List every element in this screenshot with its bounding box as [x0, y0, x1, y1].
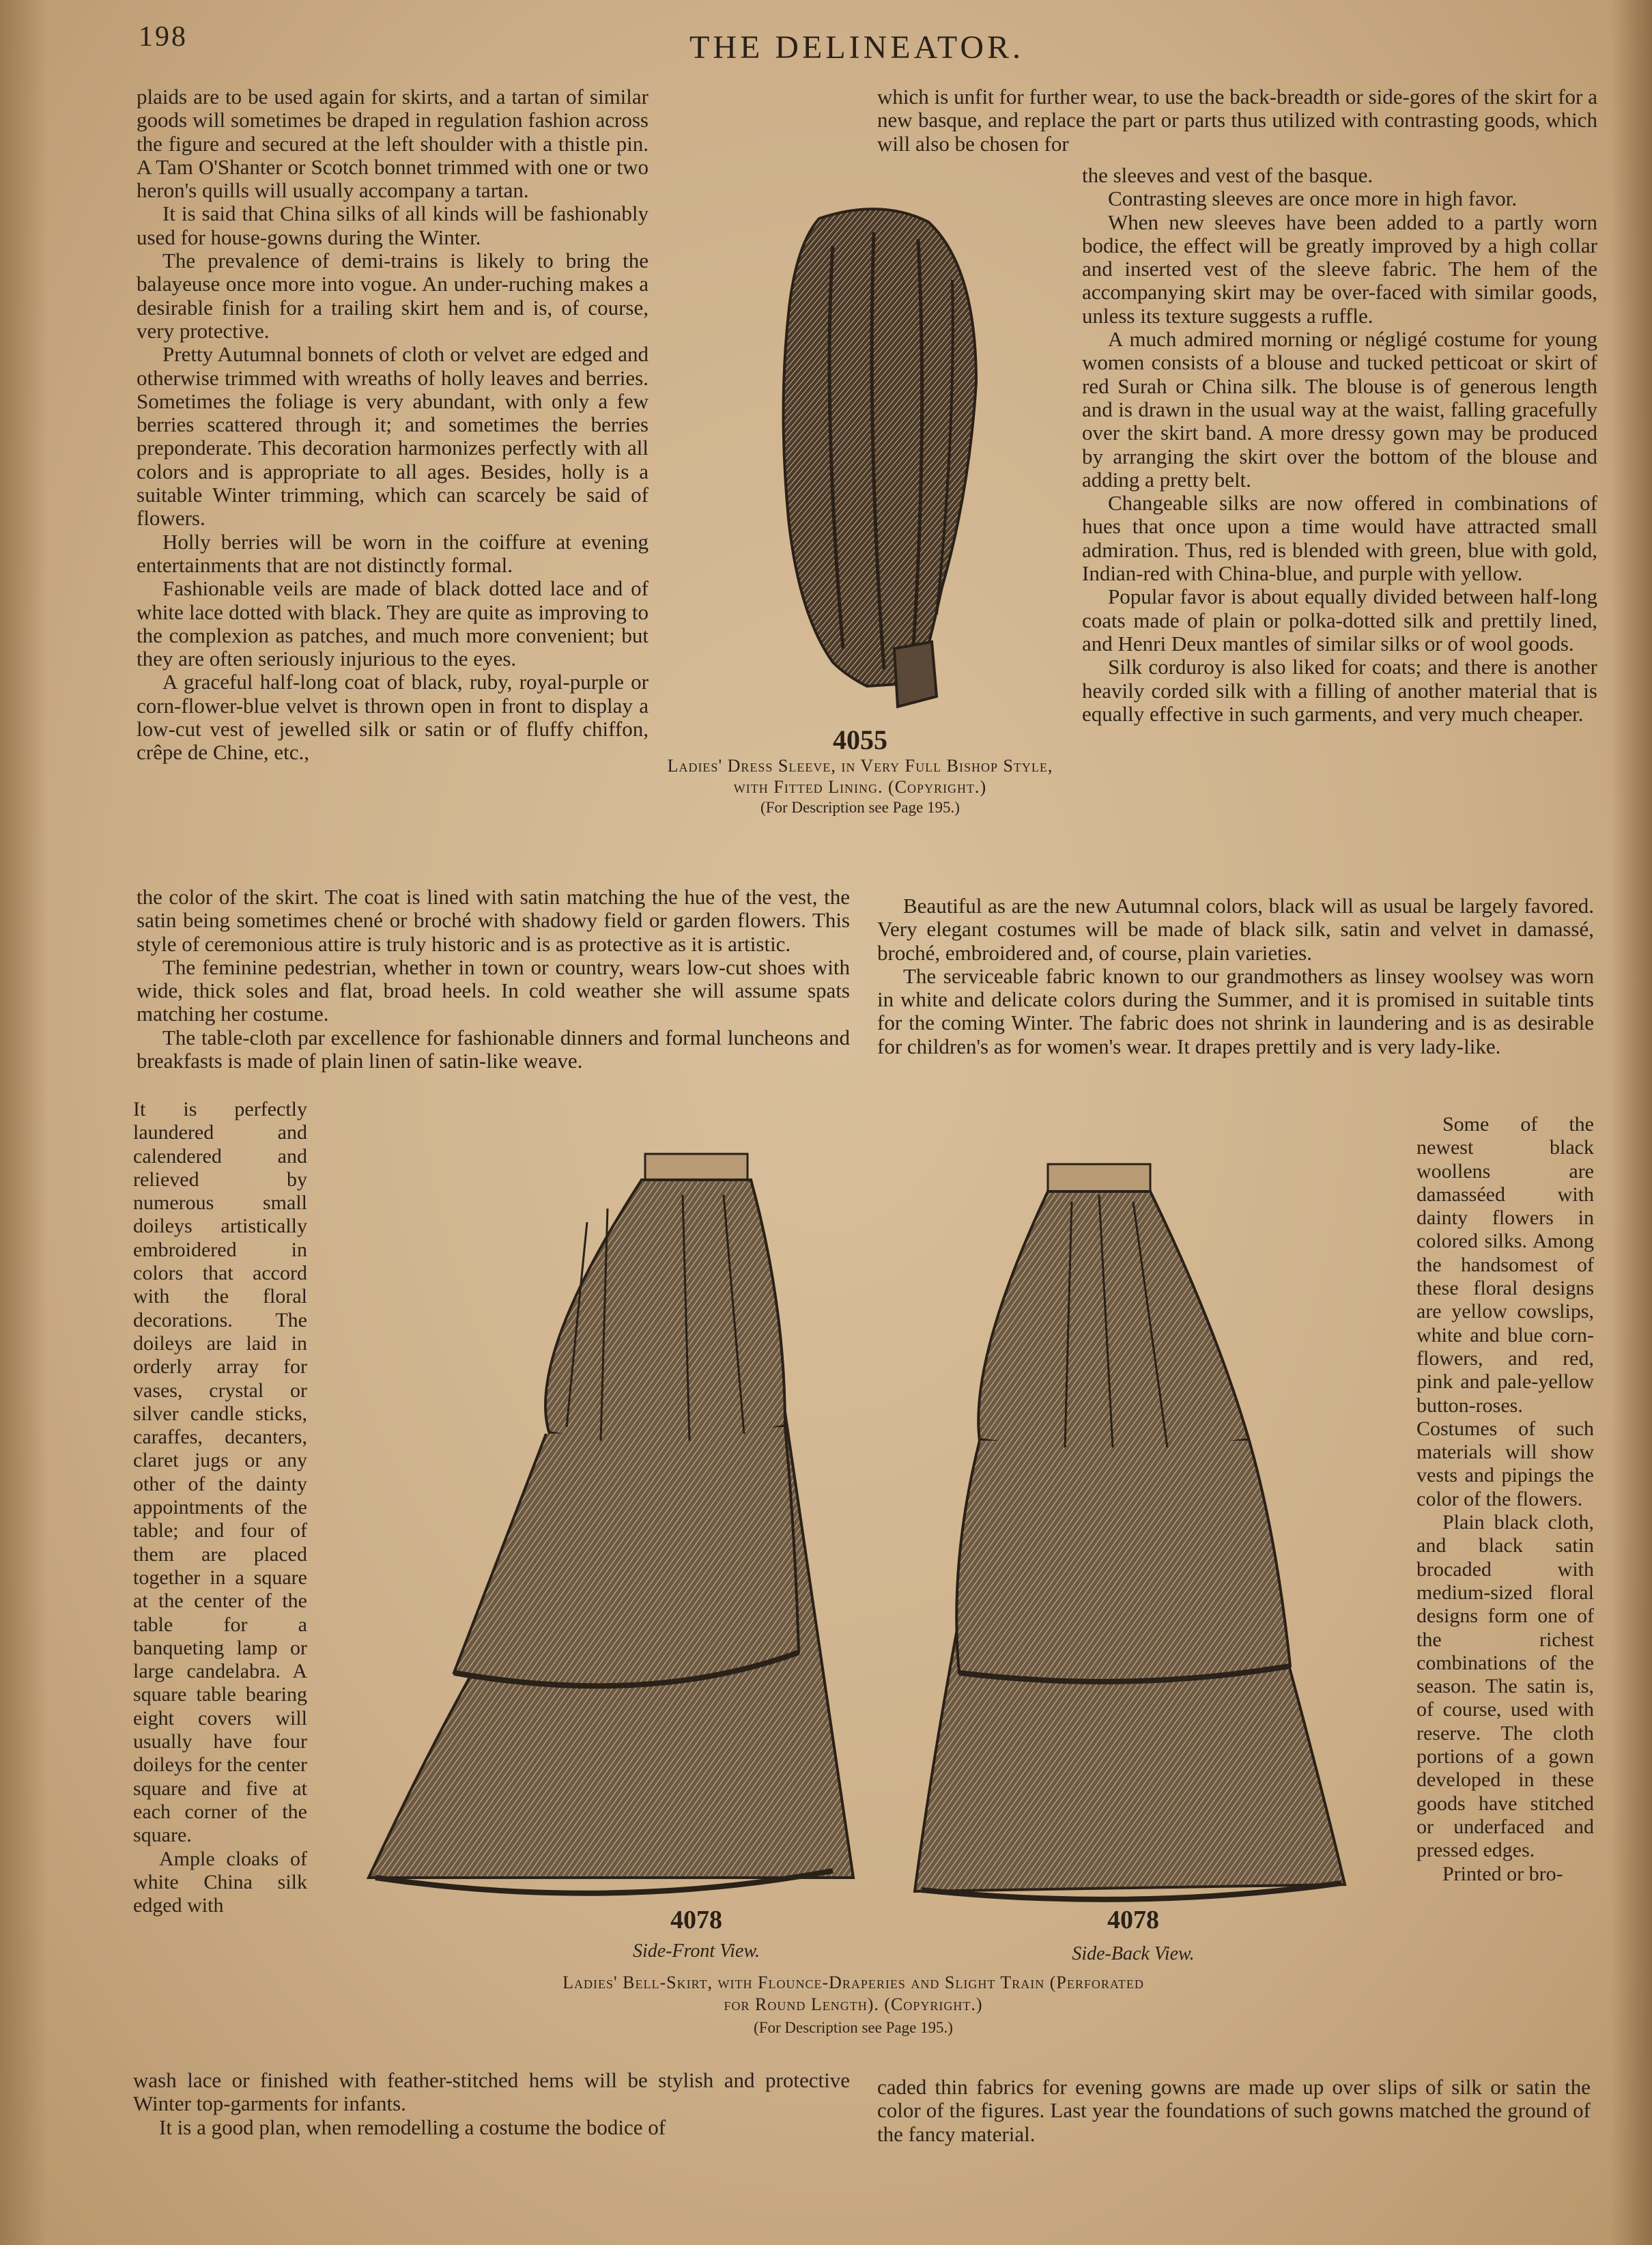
skirt-caption-line1: Ladies' Bell-Skirt, with Flounce-Draperies and Slight Train (Perforated	[562, 1973, 1144, 1992]
bottom-left-column	[133, 2069, 850, 2139]
paragraph: It is said that China silks of all kinds will be fashionably used for house-gowns during the Winter.	[137, 201, 649, 249]
bottom-right-column	[877, 2076, 1591, 2146]
skirt-front-view-label: Side-Front View.	[632, 1940, 760, 1962]
left-column-mid	[137, 886, 850, 1073]
skirt-caption-line2: for Round Length). (Copyright.)	[724, 1994, 983, 2014]
skirt-front-illustration	[362, 1154, 853, 1919]
skirt-back-number: 4078	[1107, 1906, 1159, 1934]
paragraph: Plain black cloth, and black satin brocaded with medium-sized floral designs form one of the richest combinations of the season. The satin is, of course, used with reserve. The cloth portions of a gown developed in these goods have stitched or underfaced and pressed edges.	[1416, 1511, 1594, 1862]
paragraph: The prevalence of demi-trains is likely to bring the balayeuse once more into vogue. An under-ruching makes a desirable finish for a trailing skirt hem and is, of course, very protective.	[137, 249, 649, 343]
paragraph: which is unfit for further wear, to use the back-breadth or side-gores of the skirt for a new basque, and replace the part or parts thus utilized with contrasting goods, which will also be chosen for	[877, 85, 1597, 156]
right-column-top	[1082, 164, 1597, 726]
page-number: 198	[139, 21, 188, 53]
paragraph: Printed or bro-	[1442, 1862, 1563, 1885]
paragraph: Fashionable veils are made of black dotted lace and of white lace dotted with black. They are quite as improving to the complexion as patches, and much more convenient; but they are often seriously injurious to the eyes.	[137, 576, 649, 671]
right-column-top-fullwidth	[877, 85, 1597, 156]
sleeve-figure-caption	[655, 725, 1065, 818]
paragraph: wash lace or finished with feather-stitched hems will be stylish and protective Winter top-garments for infants.	[133, 2068, 850, 2116]
figure-number: 4055	[833, 724, 887, 755]
paragraph: Silk corduroy is also liked for coats; and there is another heavily corded silk with a filling of another material that is equally effective in such garments, and very much cheaper.	[1082, 655, 1597, 726]
paragraph: A graceful half-long coat of black, ruby, royal-purple or corn-flower-blue velvet is thrown open in front to display a low-cut vest of jewelled silk or satin or of fluffy chiffon, crêpe de Chine, etc.,	[137, 670, 649, 765]
paragraph: The serviceable fabric known to our grandmothers as linsey woolsey was worn in white and delicate colors during the Summer, and it is promised in suitable tints for the coming Winter. The fabric does not shrink in laundering and is as desirable for children's as for women's wear. It drapes prettily and is very lady-like.	[877, 963, 1594, 1058]
paragraph: plaids are to be used again for skirts, and a tartan of similar goods will sometimes be draped in regulation fashion across the figure and secured at the left shoulder with a thistle pin. A Tam O'Shanter or Scotch bonnet trimmed with one or two heron's quills will usually accompany a tartan.	[137, 85, 649, 203]
figure-caption: Ladies' Dress Sleeve, in Very Full Bishop Style, with Fitted Lining. (Copyright.)	[667, 756, 1053, 797]
paragraph: When new sleeves have been added to a partly worn bodice, the effect will be greatly improved by a high collar and inserted vest of the sleeve fabric. The hem of the accompanying skirt may be over-faced with similar goods, unless its texture suggests a ruffle.	[1082, 210, 1597, 328]
skirt-front-number: 4078	[670, 1906, 722, 1934]
paragraph: The table-cloth par excellence for fashionable dinners and formal luncheons and breakfasts is made of plain linen of satin-like weave.	[137, 1025, 850, 1073]
skirt-back-view-label: Side-Back View.	[1072, 1943, 1195, 1964]
paragraph: Ample cloaks of white China silk edged with	[133, 1847, 307, 1917]
paragraph: caded thin fabrics for evening gowns are made up over slips of silk or satin the color of the figures. Last year the foundations of such gowns matched the ground of the fancy material.	[877, 2075, 1591, 2146]
skirt-back-illustration	[908, 1154, 1352, 1919]
paragraph: The feminine pedestrian, whether in town or country, wears low-cut shoes with wide, thick soles and flat, broad heels. In cold weather she will assume spats matching her costume.	[137, 955, 850, 1026]
figure-description-ref: (For Description see Page 195.)	[760, 799, 960, 816]
paragraph: Some of the newest black woollens are damasséed with dainty flowers in colored silks. Among the handsomest of these floral designs are yellow cowslips, white and blue corn-flowers, and red, pink and pale-yellow button-roses. Costumes of such materials will show vests and pipings the color of the flowers.	[1416, 1113, 1594, 1510]
paragraph: the sleeves and vest of the basque.	[1082, 163, 1373, 187]
paragraph: It is perfectly laundered and calendered and relieved by numerous small doileys artistically embroidered in colors that accord with the floral decorations. The doileys are laid in orderly array for vases, crystal or silver candle sticks, caraffes, decanters, claret jugs or any other of the dainty appointments of the table; and four of them are placed together in a square at the center of the table for a banqueting lamp or large candelabra. A square table bearing eight covers will usually have four doileys for the center square and five at each corner of the square.	[133, 1098, 307, 1847]
paragraph: Contrasting sleeves are once more in high favor.	[1108, 186, 1518, 211]
paragraph: A much admired morning or négligé costume for young women consists of a blouse and tucked petticoat or skirt of red Surah or China silk. The blouse is of generous length and is drawn in the usual way at the waist, falling gracefully over the skirt band. A more dressy gown may be produced by arranging the skirt over the bottom of the blouse and adding a pretty belt.	[1082, 327, 1597, 492]
skirt-description-ref: (For Description see Page 195.)	[754, 2019, 953, 2036]
paragraph: the color of the skirt. The coat is lined with satin matching the hue of the vest, the satin being sometimes chené or broché with shadowy field or garden flowers. This style of ceremonious attire is truly historic and is as protective as it is artistic.	[137, 885, 850, 956]
paragraph: Holly berries will be worn in the coiffure at evening entertainments that are not distinctly formal.	[137, 529, 649, 577]
sleeve-illustration	[758, 205, 1003, 724]
paragraph: Pretty Autumnal bonnets of cloth or velvet are edged and otherwise trimmed with wreaths of holly leaves and berries. Sometimes the foliage is very abundant, with only a few berries scattered through it; and sometimes the berries preponderate. This decoration harmonizes perfectly with all colors and is appropriate to all ages. Besides, holly is a suitable Winter trimming, which can scarcely be said of flowers.	[137, 342, 649, 531]
paragraph: It is a good plan, when remodelling a costume the bodice of	[159, 2115, 666, 2139]
running-title: THE DELINEATOR.	[689, 29, 1025, 66]
paragraph: Beautiful as are the new Autumnal colors, black will as usual be largely favored. Very elegant costumes will be made of black silk, satin and velvet in damassé, broché, embroidered and, of course, plain varieties.	[877, 894, 1594, 965]
paragraph: Changeable silks are now offered in combinations of hues that once upon a time would have attracted small admiration. Thus, red is blended with green, blue with gold, Indian-red with China-blue, and purple with yellow.	[1082, 491, 1597, 586]
narrow-right-column	[1416, 1113, 1594, 1886]
narrow-left-column	[133, 1098, 307, 1917]
right-column-mid	[877, 894, 1594, 1058]
left-column-top	[137, 85, 649, 765]
paragraph: Popular favor is about equally divided between half-long coats made of plain or polka-dotted silk and prettily lined, and Henri Deux mantles of similar silks or of wool goods.	[1082, 584, 1597, 655]
